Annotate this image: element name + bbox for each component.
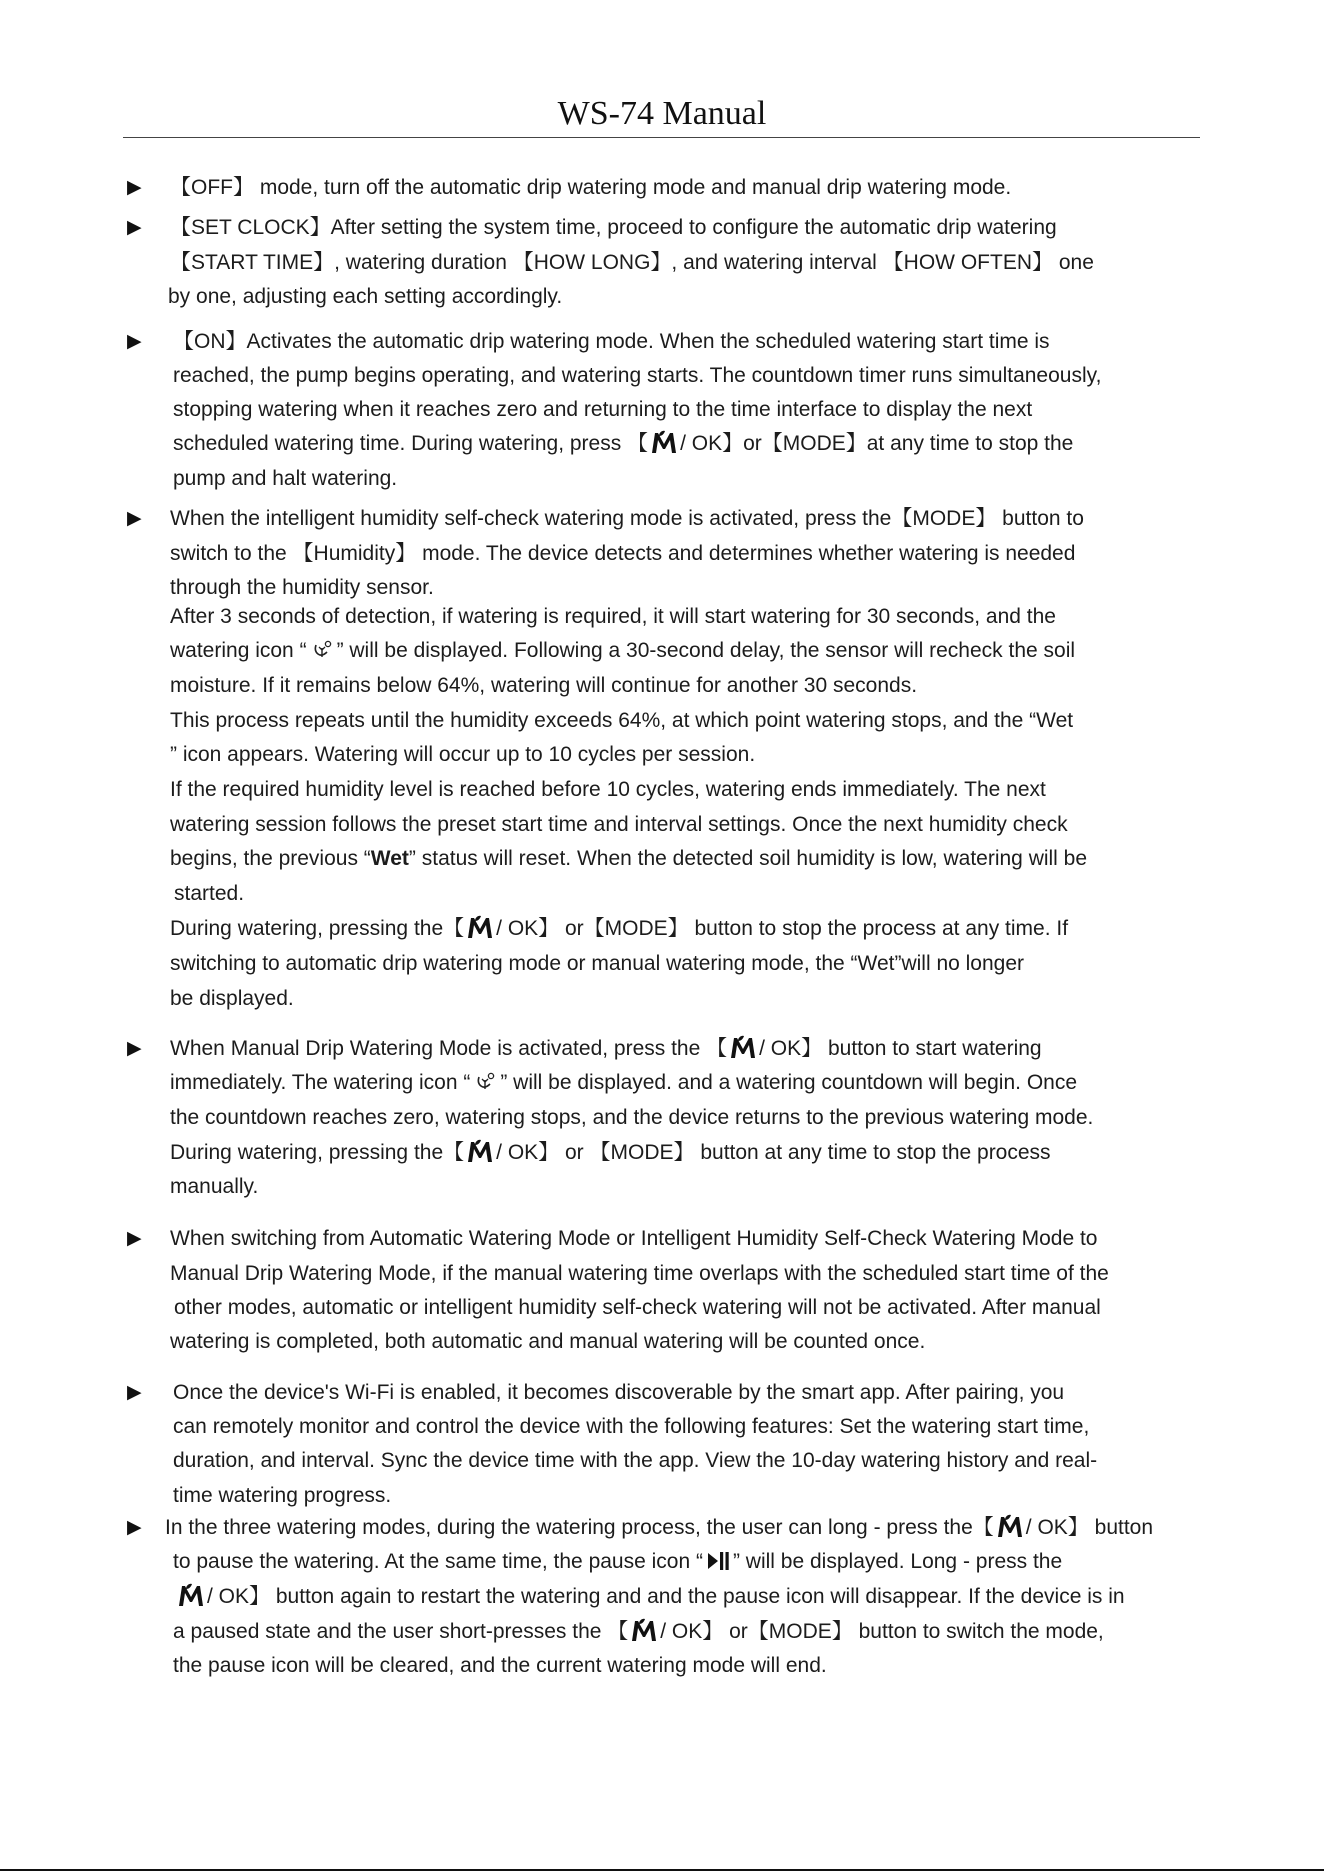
text-line: switching to automatic drip watering mode or manual watering mode, the “Wet”will no longer (170, 952, 1025, 975)
text-line: ” icon appears. Watering will occur up to 10 cycles per session. (170, 743, 756, 766)
text-line: started. (174, 882, 245, 905)
text-line: 【ON】Activates the automatic drip watering mode. When the scheduled watering start time is (173, 330, 1050, 353)
text-line (170, 915, 1068, 943)
text-segment: to pause the watering. At the same time, the pause icon “ (173, 1550, 703, 1573)
bullet-arrow-icon: ▶ (127, 217, 142, 238)
text-line: moisture. If it remains below 64%, watering will continue for another 30 seconds. (170, 674, 918, 697)
text-line: by one, adjusting each setting accordingly. (168, 285, 563, 308)
text-line: 【START TIME】, watering duration 【HOW LONG】, and watering interval 【HOW OFTEN】 one (170, 251, 1094, 274)
text-line: can remotely monitor and control the device with the following features: Set the watering start time, (173, 1415, 1090, 1438)
text-segment: watering icon “ (170, 639, 307, 662)
text-line: If the required humidity level is reached before 10 cycles, watering ends immediately. The next (170, 778, 1046, 801)
wet-status-label: Wet (370, 847, 409, 870)
text-line: Manual Drip Watering Mode, if the manual watering time overlaps with the scheduled start time of the (170, 1262, 1109, 1285)
text-line: When the intelligent humidity self-check watering mode is activated, press the【MODE】 button to (170, 507, 1084, 530)
text-segment: / OK】 button again to restart the watering and and the pause icon will disappear. If the device is in (207, 1585, 1125, 1608)
m-icon (630, 1618, 658, 1642)
bullet-arrow-icon: ▶ (127, 1228, 142, 1249)
text-line: watering session follows the preset start time and interval settings. Once the next humidity check (170, 813, 1068, 836)
text-line (173, 1548, 1062, 1576)
bullet-arrow-icon: ▶ (127, 331, 142, 352)
text-segment: ” will be displayed. Following a 30-second delay, the sensor will recheck the soil (336, 639, 1076, 662)
text-line: pump and halt watering. (173, 467, 398, 490)
bullet-arrow-icon: ▶ (127, 508, 142, 529)
text-segment: During watering, pressing the【 (170, 917, 465, 940)
text-segment: / OK】 or【MODE】 button to stop the process at any time. If (496, 917, 1069, 940)
text-line: manually. (170, 1175, 259, 1198)
text-line (170, 637, 1075, 665)
title-divider (123, 137, 1200, 138)
m-icon (729, 1035, 757, 1059)
m-icon (650, 430, 678, 454)
text-line: reached, the pump begins operating, and watering starts. The countdown timer runs simultaneously, (173, 364, 1102, 387)
text-segment: immediately. The watering icon “ (170, 1071, 471, 1094)
text-line: This process repeats until the humidity exceeds 64%, at which point watering stops, and the “Wet (170, 709, 1074, 732)
text-segment: / OK】 button (1025, 1516, 1154, 1539)
text-line: 【SET CLOCK】After setting the system time, proceed to configure the automatic drip watering (170, 216, 1057, 239)
text-line (170, 845, 1087, 873)
text-segment: / OK】 or 【MODE】 button at any time to stop the process (496, 1141, 1051, 1164)
text-segment: begins, the previous “ (170, 847, 371, 870)
text-segment: scheduled watering time. During watering, press 【 (173, 432, 649, 455)
text-segment: / OK】 or【MODE】 button to switch the mode, (660, 1620, 1104, 1643)
pause-icon (706, 1550, 730, 1572)
text-line: duration, and interval. Sync the device time with the app. View the 10-day watering history and real- (173, 1449, 1098, 1472)
text-line (170, 1035, 1042, 1063)
text-line: Once the device's Wi-Fi is enabled, it becomes discoverable by the smart app. After pairing, you (173, 1381, 1065, 1404)
text-line (173, 1618, 1104, 1646)
m-icon (466, 1139, 494, 1163)
bullet-arrow-icon: ▶ (127, 177, 142, 198)
text-line: watering is completed, both automatic and manual watering will be counted once. (170, 1330, 926, 1353)
m-icon (996, 1514, 1024, 1538)
text-segment: When Manual Drip Watering Mode is activated, press the 【 (170, 1037, 728, 1060)
text-segment: In the three watering modes, during the watering process, the user can long - press the【 (165, 1516, 994, 1539)
text-line: through the humidity sensor. (170, 576, 434, 599)
text-line: the countdown reaches zero, watering stops, and the device returns to the previous watering mode. (170, 1106, 1094, 1129)
bullet-arrow-icon: ▶ (127, 1038, 142, 1059)
text-segment: During watering, pressing the【 (170, 1141, 465, 1164)
text-line: When switching from Automatic Watering Mode or Intelligent Humidity Self-Check Watering Mode to (170, 1227, 1098, 1250)
text-line: 【OFF】 mode, turn off the automatic drip watering mode and manual drip watering mode. (170, 176, 1012, 199)
text-segment: / OK】or【MODE】at any time to stop the (680, 432, 1074, 455)
text-line: time watering progress. (173, 1484, 392, 1507)
m-icon (177, 1583, 205, 1607)
text-line (173, 430, 1073, 458)
text-segment: a paused state and the user short-presses the 【 (173, 1620, 629, 1643)
text-line (170, 1069, 1077, 1097)
text-line (170, 1139, 1051, 1167)
text-line (175, 1583, 1125, 1611)
text-segment: ” will be displayed. and a watering countdown will begin. Once (500, 1071, 1078, 1094)
text-line: switch to the 【Humidity】 mode. The device detects and determines whether watering is needed (170, 542, 1076, 565)
text-line: the pause icon will be cleared, and the current watering mode will end. (173, 1654, 827, 1677)
text-segment: ” will be displayed. Long - press the (732, 1550, 1063, 1573)
bottom-divider (0, 1869, 1324, 1871)
watering-drop-icon (311, 639, 333, 659)
bullet-arrow-icon: ▶ (127, 1382, 142, 1403)
watering-drop-icon (474, 1071, 496, 1091)
text-segment: / OK】 button to start watering (759, 1037, 1042, 1060)
text-line: other modes, automatic or intelligent humidity self-check watering will not be activated. After manual (174, 1296, 1101, 1319)
text-line (165, 1514, 1153, 1542)
m-icon (466, 915, 494, 939)
text-line: stopping watering when it reaches zero and returning to the time interface to display the next (173, 398, 1033, 421)
text-line: be displayed. (170, 987, 294, 1010)
page-title: WS-74 Manual (557, 95, 767, 132)
bullet-arrow-icon: ▶ (127, 1517, 142, 1538)
text-segment: ” status will reset. When the detected soil humidity is low, watering will be (408, 847, 1088, 870)
text-line: After 3 seconds of detection, if watering is required, it will start watering for 30 seconds, and the (170, 605, 1056, 628)
